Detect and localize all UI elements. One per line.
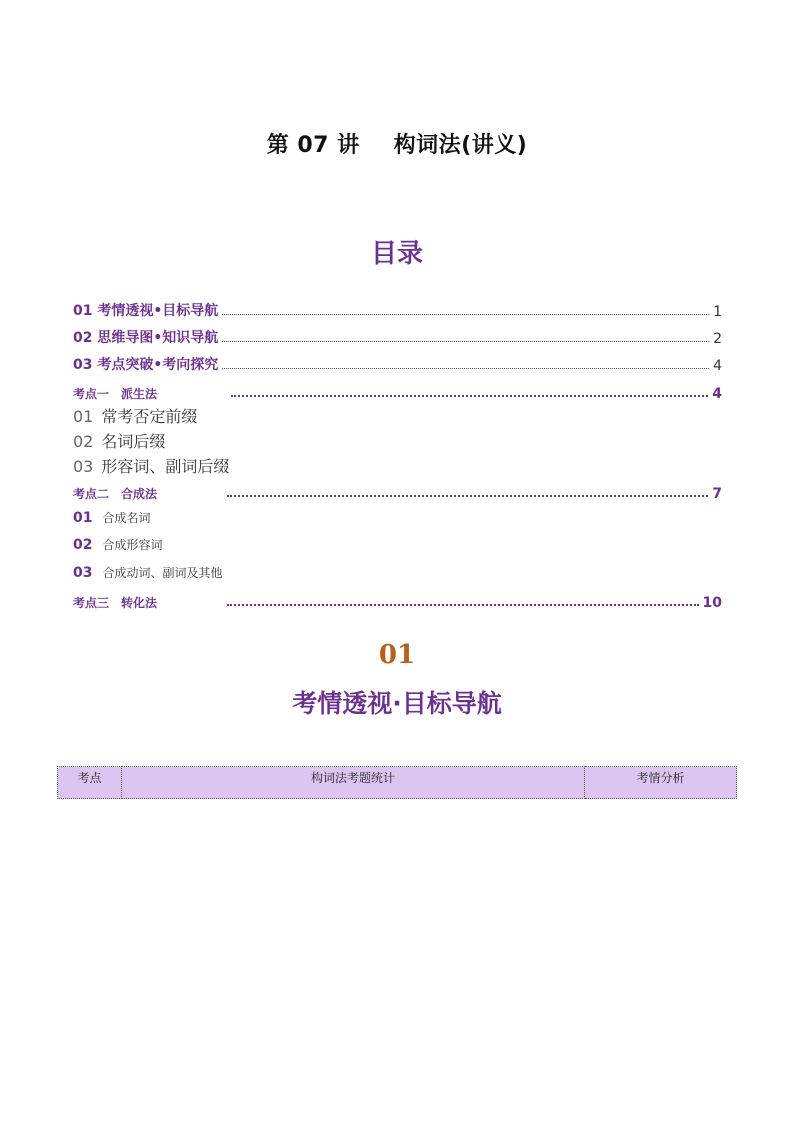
toc-subitem[interactable] xyxy=(73,509,151,526)
toc-leader xyxy=(222,341,709,342)
toc-entry-page: 1 xyxy=(713,304,722,320)
toc-subitem-number: 03 xyxy=(73,565,93,581)
toc-entry-label: 01 考情透视•目标导航 xyxy=(73,303,219,319)
toc-subitem-text: 合成名词 xyxy=(102,511,151,525)
table-header-row xyxy=(58,767,737,799)
document-title xyxy=(0,128,794,159)
toc-kaodian-2[interactable] xyxy=(73,480,722,502)
toc-subitem-number: 02 xyxy=(73,537,93,553)
title-lecture-name: 构词法(讲义) xyxy=(393,133,528,158)
toc-leader xyxy=(227,604,699,606)
toc-subitem-number: 01 xyxy=(73,510,93,526)
toc-kaodian-label: 考点二 合成法 xyxy=(73,487,158,501)
toc-subitem-text: 常考否定前缀 xyxy=(101,407,198,426)
toc-subitem-text: 名词后缀 xyxy=(101,432,166,451)
table-header-cell: 考情分析 xyxy=(585,767,737,799)
toc-subitem-text: 形容词、副词后缀 xyxy=(101,457,230,476)
toc-subitem-number: 03 xyxy=(73,457,94,476)
toc-kaodian-label: 考点一 派生法 xyxy=(73,387,158,401)
toc-entry-02[interactable] xyxy=(73,325,722,347)
toc-kaodian-page: 10 xyxy=(702,595,722,611)
toc-entry-page: 4 xyxy=(713,358,722,374)
toc-kaodian-page: 4 xyxy=(712,386,722,402)
toc-leader xyxy=(222,368,709,369)
toc-subitem[interactable] xyxy=(73,404,197,427)
toc-entry-03[interactable] xyxy=(73,352,722,374)
toc-subitem-text: 合成形容词 xyxy=(102,538,163,552)
toc-kaodian-3[interactable] xyxy=(73,589,722,611)
toc-entry-label: 02 思维导图•知识导航 xyxy=(73,330,219,346)
toc-subitem[interactable] xyxy=(73,536,163,553)
toc-subitem[interactable] xyxy=(73,429,165,452)
toc-kaodian-page: 7 xyxy=(712,486,722,502)
toc-subitem[interactable] xyxy=(73,454,229,477)
toc-entry-01[interactable] xyxy=(73,298,722,320)
toc-heading: 目录 xyxy=(370,239,423,269)
toc-leader xyxy=(227,495,708,497)
toc-subitem[interactable] xyxy=(73,564,223,581)
table-header-cell: 考点 xyxy=(58,767,122,799)
toc-entry-label: 03 考点突破•考向探究 xyxy=(73,357,219,373)
toc-leader xyxy=(231,395,708,397)
table-header-cell: 构词法考题统计 xyxy=(122,767,585,799)
toc-leader xyxy=(222,314,709,315)
toc-entry-page: 2 xyxy=(713,331,722,347)
title-lecture-number: 第 07 讲 xyxy=(266,133,360,158)
toc-subitem-number: 01 xyxy=(73,407,94,426)
toc-kaodian-1[interactable] xyxy=(73,380,722,402)
exam-stats-table xyxy=(57,766,737,799)
toc-subitem-text: 合成动词、副词及其他 xyxy=(102,566,223,580)
toc-kaodian-label: 考点三 转化法 xyxy=(73,596,158,610)
section-number: 01 xyxy=(378,640,416,670)
toc-subitem-number: 02 xyxy=(73,432,94,451)
section-title: 考情透视·目标导航 xyxy=(292,689,502,718)
